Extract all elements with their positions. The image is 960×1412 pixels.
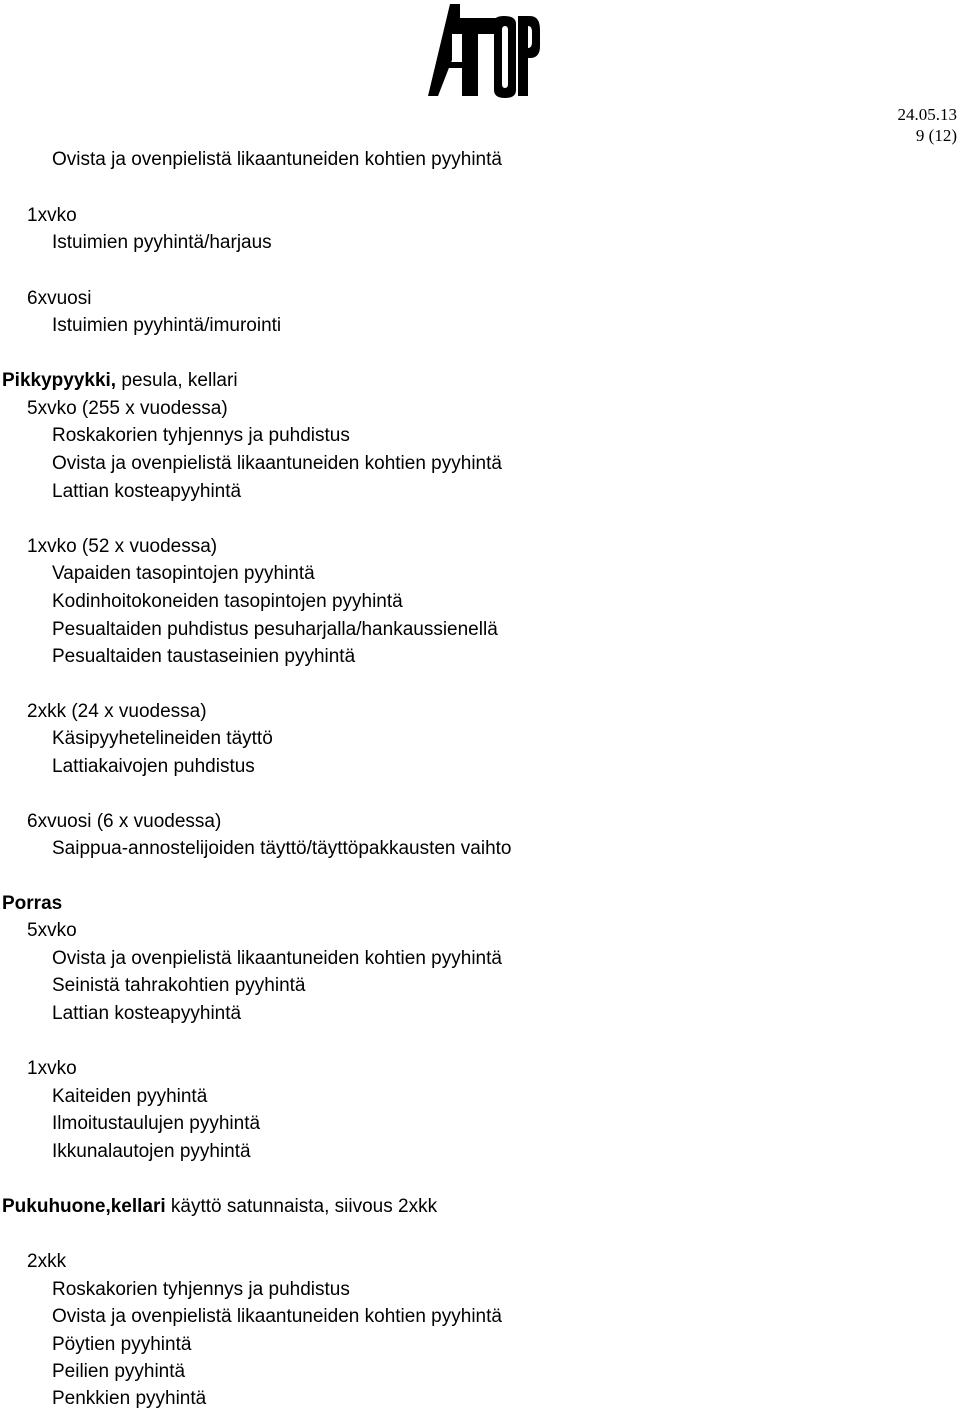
task-item: Lattiakaivojen puhdistus: [52, 756, 255, 777]
task-item: Pesualtaiden taustaseinien pyyhintä: [52, 646, 356, 667]
task-item: Roskakorien tyhjennys ja puhdistus: [52, 1279, 350, 1300]
frequency-detail: (24 x vuodessa): [66, 701, 207, 722]
task-item: Ikkunalautojen pyyhintä: [52, 1141, 251, 1162]
task-item: Käsipyyhetelineiden täyttö: [52, 728, 273, 749]
task-item: Vapaiden tasopintojen pyyhintä: [52, 563, 315, 584]
section-heading: [2, 369, 238, 393]
frequency-label: [27, 397, 228, 421]
frequency-label: [27, 535, 217, 559]
frequency-label: [27, 810, 221, 834]
task-item: Pöytien pyyhintä: [52, 1334, 192, 1355]
task-item: Penkkien pyyhintä: [52, 1388, 207, 1409]
task-item: Ovista ja ovenpielistä likaantuneiden kohtien pyyhintä: [52, 453, 502, 474]
document-date: 24.05.13: [897, 105, 957, 124]
task-item: Istuimien pyyhintä/imurointi: [52, 315, 282, 336]
section-heading: Porras: [2, 893, 63, 914]
frequency-label: [27, 700, 207, 724]
frequency-label: 2xkk: [27, 1251, 67, 1272]
task-item: Ilmoitustaulujen pyyhintä: [52, 1113, 261, 1134]
frequency-main: 6xvuosi: [27, 811, 92, 832]
frequency-detail: (6 x vuodessa): [91, 811, 222, 832]
document-meta: [898, 104, 958, 146]
section-heading-bold: Pukuhuone,kellari: [2, 1196, 166, 1217]
task-item: Saippua-annostelijoiden täyttö/täyttöpakkausten vaihto: [52, 838, 512, 859]
page-number: 9 (12): [915, 126, 957, 145]
task-item: Ovista ja ovenpielistä likaantuneiden kohtien pyyhintä: [52, 149, 502, 170]
atop-logo: [424, 2, 540, 98]
frequency-detail: (255 x vuodessa): [76, 398, 228, 419]
task-item: Ovista ja ovenpielistä likaantuneiden kohtien pyyhintä: [52, 948, 502, 969]
section-heading: [2, 1195, 437, 1219]
frequency-main: 5xvko: [27, 398, 77, 419]
task-item: Kodinhoitokoneiden tasopintojen pyyhintä: [52, 591, 403, 612]
section-heading-rest: pesula, kellari: [116, 370, 238, 391]
task-item: Ovista ja ovenpielistä likaantuneiden kohtien pyyhintä: [52, 1306, 502, 1327]
task-item: Lattian kosteapyyhintä: [52, 481, 242, 502]
section-heading-rest: käyttö satunnaista, siivous 2xkk: [165, 1196, 438, 1217]
frequency-label: 1xvko: [27, 1058, 77, 1079]
task-item: Istuimien pyyhintä/harjaus: [52, 232, 272, 253]
task-item: Kaiteiden pyyhintä: [52, 1086, 208, 1107]
task-item: Roskakorien tyhjennys ja puhdistus: [52, 425, 350, 446]
frequency-label: 5xvko: [27, 920, 77, 941]
task-item: Lattian kosteapyyhintä: [52, 1003, 242, 1024]
frequency-detail: (52 x vuodessa): [76, 536, 218, 557]
frequency-main: 2xkk: [27, 701, 67, 722]
frequency-main: 1xvko: [27, 536, 77, 557]
task-item: Peilien pyyhintä: [52, 1361, 186, 1382]
frequency-label: 1xvko: [27, 205, 77, 226]
frequency-label: 6xvuosi: [27, 288, 92, 309]
section-heading-bold: Pikkypyykki,: [2, 370, 117, 391]
task-item: Pesualtaiden puhdistus pesuharjalla/hankaussienellä: [52, 619, 498, 640]
task-item: Seinistä tahrakohtien pyyhintä: [52, 975, 306, 996]
